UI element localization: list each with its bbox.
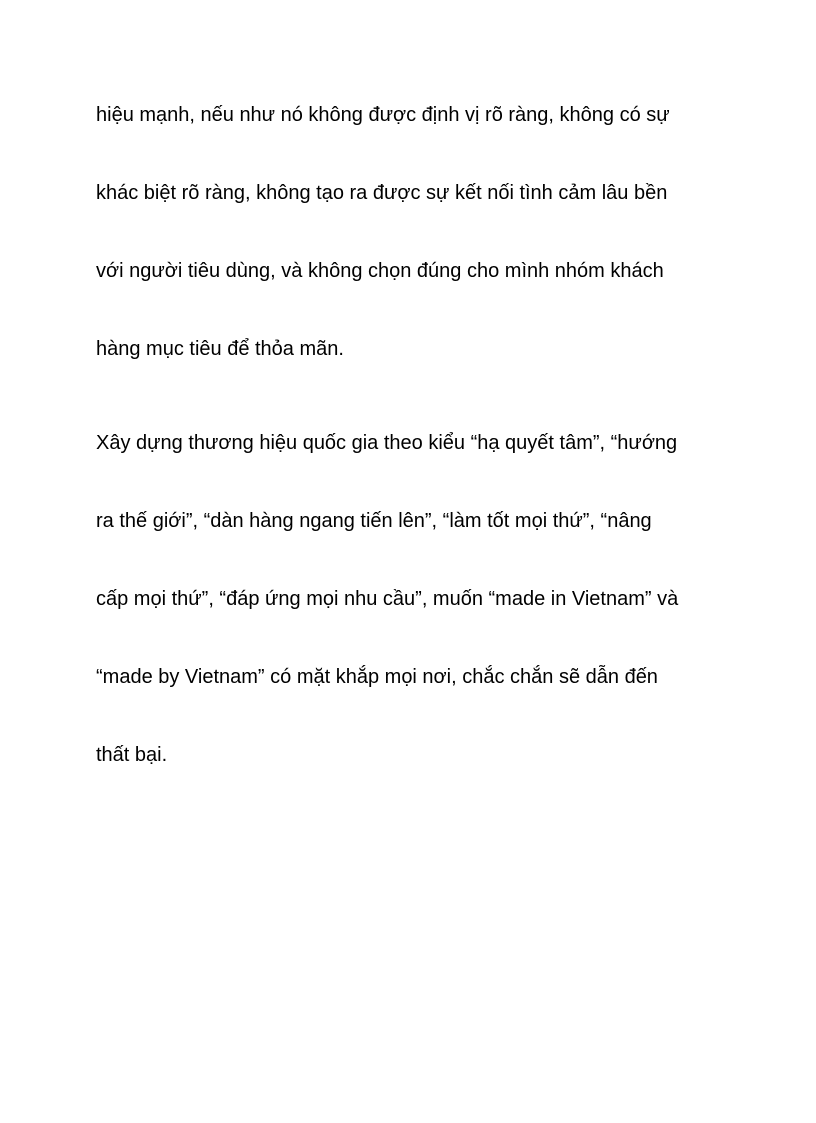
paragraph-line: với người tiêu dùng, và không chọn đúng cho mình nhóm khách <box>96 260 664 282</box>
paragraph-line: hiệu mạnh, nếu như nó không được định vị rõ ràng, không có sự <box>96 104 670 126</box>
paragraph-line: thất bại. <box>96 744 168 766</box>
paragraph-line: khác biệt rõ ràng, không tạo ra được sự kết nối tình cảm lâu bền <box>96 182 668 204</box>
paragraph-line: hàng mục tiêu để thỏa mãn. <box>96 338 344 360</box>
paragraph-line: “made by Vietnam” có mặt khắp mọi nơi, chắc chắn sẽ dẫn đến <box>96 666 658 688</box>
paragraph-line: ra thế giới”, “dàn hàng ngang tiến lên”, “làm tốt mọi thứ”, “nâng <box>96 510 652 532</box>
paragraph-line: cấp mọi thứ”, “đáp ứng mọi nhu cầu”, muốn “made in Vietnam” và <box>96 588 679 610</box>
paragraph-line: Xây dựng thương hiệu quốc gia theo kiểu “hạ quyết tâm”, “hướng <box>96 432 678 454</box>
